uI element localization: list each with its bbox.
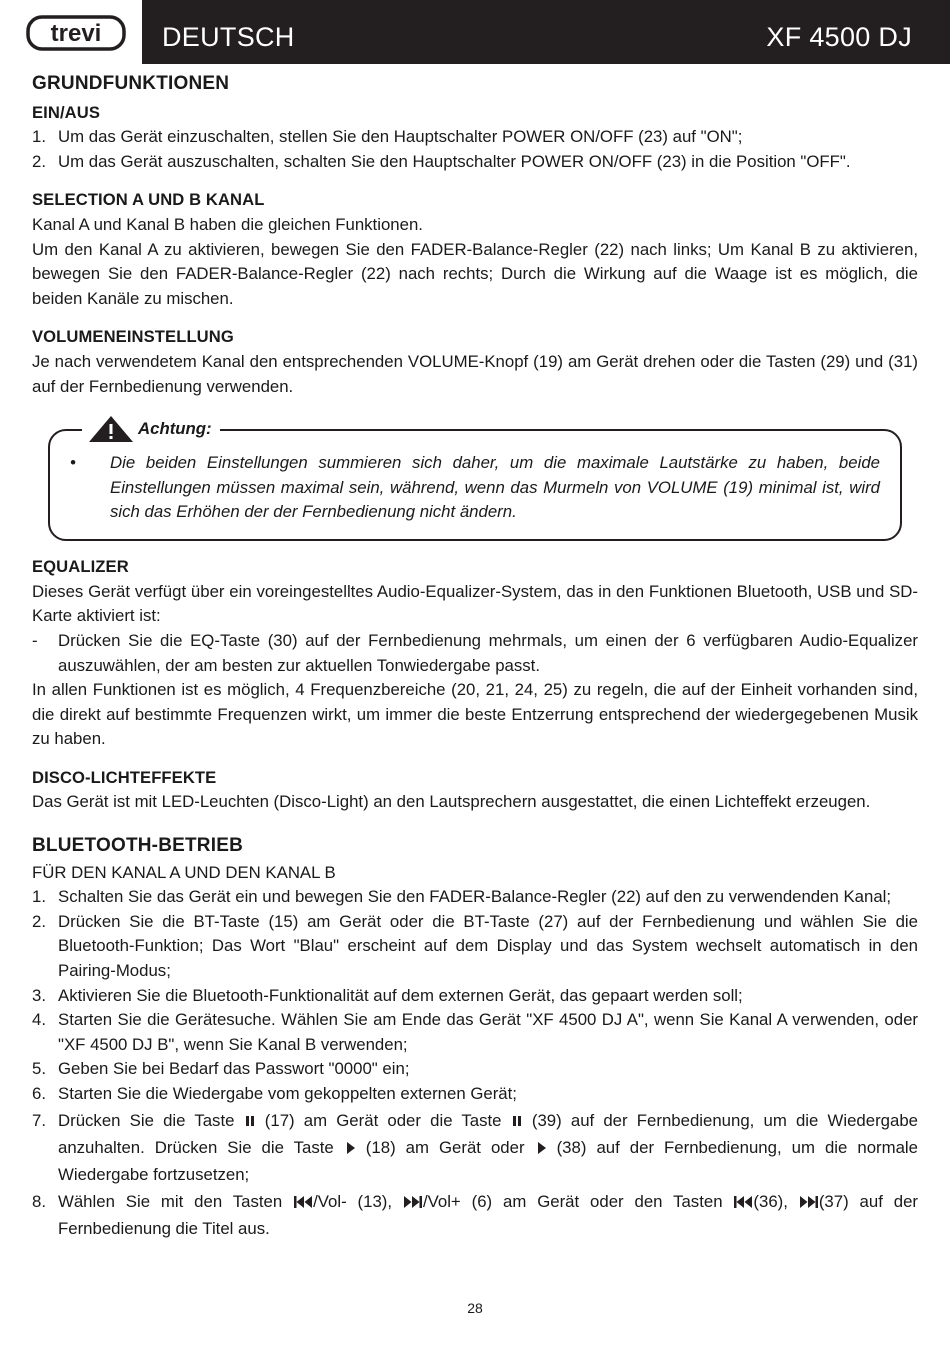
list-item — [32, 1082, 918, 1107]
list-item-text: Starten Sie die Wiedergabe vom gekoppelten externen Gerät; — [58, 1084, 517, 1103]
list-item-text: /Vol- (13), — [313, 1191, 403, 1211]
list-item-text: /Vol+ (6) am Gerät oder den Tasten — [422, 1191, 734, 1211]
list-item — [32, 125, 918, 150]
list-item-text: Starten Sie die Gerätesuche. Wählen Sie am Ende das Gerät "XF 4500 DJ A", wenn Sie Kanal A verwenden, oder "XF 4500 DJ B", wenn Sie Kanal B verwenden; — [58, 1010, 918, 1054]
list-item — [32, 984, 918, 1009]
section-equalizer — [32, 555, 918, 752]
logo-text: trevi — [50, 20, 102, 47]
heading-volume: VOLUMENEINSTELLUNG — [32, 327, 234, 347]
list-item — [32, 885, 918, 910]
list-item-text: (36), — [753, 1191, 799, 1211]
list-item-text: Drücken Sie die BT-Taste (15) am Gerät oder die BT-Taste (27) auf der Fernbedienung und wählen Sie die Bluetooth-Funktion; Das Wort "Blau" erscheint auf dem Display und das System wechselt automatisch in den Pairing-Modus; — [58, 911, 918, 981]
list-item — [32, 150, 918, 175]
play-icon — [535, 1141, 547, 1155]
list-item-number: 3. — [32, 985, 46, 1005]
page-number: 28 — [467, 1300, 483, 1316]
list-item-text: Drücken Sie die Taste — [58, 1110, 244, 1130]
list-item-number: 2. — [32, 911, 46, 931]
list-item-number: 2. — [32, 151, 46, 171]
section-bluetooth — [32, 834, 918, 1242]
pause-icon — [511, 1115, 523, 1127]
list-item-text: Um das Gerät einzuschalten, stellen Sie den Hauptschalter POWER ON/OFF (23) auf "ON"; — [58, 127, 743, 147]
page-header — [0, 0, 950, 64]
section-title-bluetooth: BLUETOOTH-BETRIEB — [32, 835, 243, 857]
bluetooth-steps — [32, 885, 918, 1241]
skip-previous-icon — [733, 1195, 753, 1209]
list-item-text: (17) am Gerät oder die Taste — [255, 1110, 511, 1130]
trevi-logo-icon — [26, 15, 126, 51]
list-item — [32, 1107, 918, 1188]
page-content — [32, 72, 918, 1242]
list-item — [32, 1188, 918, 1242]
paragraph: Um den Kanal A zu aktivieren, bewegen Sie den FADER-Balance-Regler (22) nach links; Um Kanal B zu aktivieren, bewegen Sie den FADER-Balance-Regler (22) nach rechts; Durch die Wirkung auf die Waage ist es möglich, die beiden Kanäle zu mischen. — [32, 239, 918, 308]
list-item-number: 4. — [32, 1010, 46, 1030]
dash-item-text: Drücken Sie die EQ-Taste (30) auf der Fernbedienung mehrmals, um einen der 6 verfügbaren Audio-Equalizer auszuwählen, der am besten zur aktuellen Tonwiedergabe passt. — [58, 630, 918, 675]
dash-item — [32, 629, 918, 678]
language-label: DEUTSCH — [162, 22, 295, 52]
list-item-text: Wählen Sie mit den Tasten — [58, 1191, 294, 1211]
brand-logo — [0, 0, 142, 64]
model-label: XF 4500 DJ — [766, 22, 912, 52]
header-bar — [142, 0, 950, 64]
section-selection — [32, 188, 918, 311]
skip-next-icon — [403, 1195, 423, 1209]
heading-disco: DISCO-LICHTEFFEKTE — [32, 767, 217, 787]
skip-previous-icon — [293, 1195, 313, 1209]
warning-body — [62, 451, 880, 525]
list-item — [32, 910, 918, 984]
paragraph: Das Gerät ist mit LED-Leuchten (Disco-Light) an den Lautsprechern ausgestattet, die einen Lichteffekt erzeugen. — [32, 792, 871, 812]
list-item-text: (38) auf der Fernbedienung, um die normale Wiedergabe fortzusetzen; — [58, 1137, 918, 1184]
warning-text: Die beiden Einstellungen summieren sich daher, um die maximale Lautstärke zu haben, beide Einstellungen müssen maximal sein, während, wenn das Murmeln von VOLUME (19) minimal ist, wird sich das Erhöhen der der Fernbedienung nicht ändern. — [110, 453, 880, 522]
heading-ein-aus: EIN/AUS — [32, 102, 101, 122]
paragraph: Kanal A und Kanal B haben die gleichen Funktionen. — [32, 214, 423, 234]
ein-aus-list — [32, 125, 918, 174]
list-item-number: 1. — [32, 127, 46, 147]
list-item-number: 8. — [32, 1191, 46, 1211]
section-disco — [32, 766, 918, 815]
subtitle: FÜR DEN KANAL A UND DEN KANAL B — [32, 862, 336, 882]
heading-equalizer: EQUALIZER — [32, 557, 129, 577]
list-item-text: (18) am Gerät oder — [355, 1137, 535, 1157]
list-item-number: 7. — [32, 1110, 46, 1130]
list-item-number: 6. — [32, 1084, 46, 1103]
section-title-grundfunktionen: GRUNDFUNKTIONEN — [32, 73, 230, 94]
list-item-text: Um das Gerät auszuschalten, schalten Sie den Hauptschalter POWER ON/OFF (23) in die Position "OFF". — [58, 151, 851, 171]
dash-marker: - — [32, 630, 38, 650]
warning-title: Achtung: — [138, 418, 212, 438]
section-ein-aus — [32, 101, 918, 175]
warning-box — [48, 418, 902, 541]
skip-next-icon — [799, 1195, 819, 1209]
list-item-number: 5. — [32, 1059, 46, 1079]
list-item-text: Schalten Sie das Gerät ein und bewegen Sie den FADER-Balance-Regler (22) auf den zu verwendenden Kanal; — [58, 887, 892, 907]
list-item — [32, 1057, 918, 1082]
heading-selection: SELECTION A UND B KANAL — [32, 190, 265, 210]
warning-triangle-icon — [88, 415, 134, 443]
paragraph: Je nach verwendetem Kanal den entsprechenden VOLUME-Knopf (19) am Gerät drehen oder die Tasten (29) und (31) auf der Fernbedienung verwenden. — [32, 351, 918, 396]
paragraph: In allen Funktionen ist es möglich, 4 Frequenzbereiche (20, 21, 24, 25) zu regeln, die auf der Einheit vorhanden sind, die direkt auf bestimmte Frequenzen wirkt, um immer die beste Entzerrung entsprechend der wiedergegebenen Musik zu haben. — [32, 680, 918, 749]
paragraph: Dieses Gerät verfügt über ein voreingestelltes Audio-Equalizer-System, das in den Funktionen Bluetooth, USB und SD-Karte aktiviert ist: — [32, 581, 918, 626]
list-item-text: Aktivieren Sie die Bluetooth-Funktionalität auf dem externen Gerät, das gepaart werden soll; — [58, 985, 743, 1005]
section-volume — [32, 325, 918, 399]
play-icon — [344, 1141, 356, 1155]
pause-icon — [244, 1115, 256, 1127]
list-item-text: (37) auf der Fernbedienung die Titel aus. — [58, 1191, 918, 1238]
list-item-text: Geben Sie bei Bedarf das Passwort "0000" ein; — [58, 1059, 410, 1079]
list-item-number: 1. — [32, 887, 46, 907]
list-item-text: (39) auf der Fernbedienung, um die Wiedergabe anzuhalten. Drücken Sie die Taste — [58, 1110, 919, 1157]
warning-header — [82, 415, 220, 443]
list-item — [32, 1008, 918, 1057]
bullet: • — [70, 453, 76, 473]
